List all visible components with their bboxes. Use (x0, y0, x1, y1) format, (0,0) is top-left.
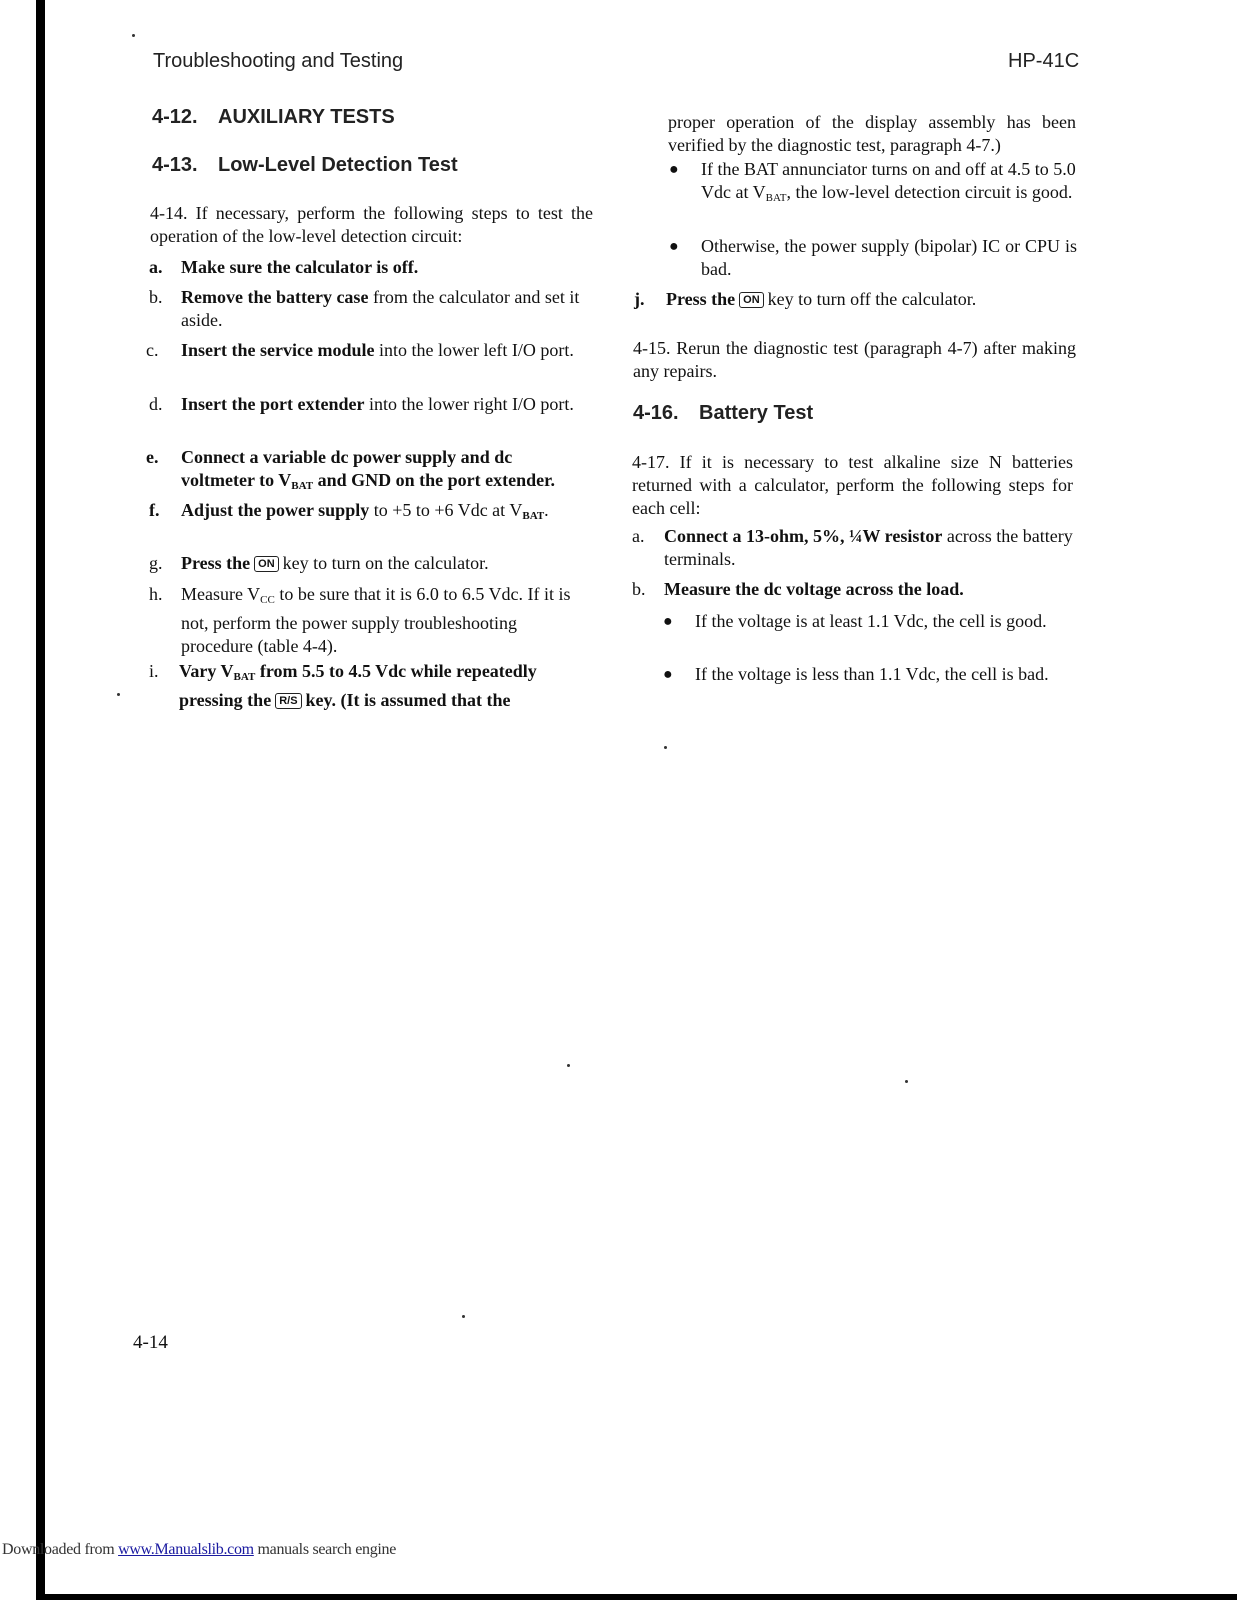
section-heading-4-12: 4-12. AUXILIARY TESTS (152, 106, 395, 128)
scan-speck (567, 1064, 570, 1067)
bullet-icon: ● (663, 666, 673, 683)
bullet-icon: ● (669, 161, 679, 178)
section-heading-4-13: 4-13. Low-Level Detection Test (152, 154, 458, 176)
on-key-icon: ON (739, 292, 764, 308)
scan-speck (664, 746, 667, 749)
run-stop-key-icon: R/S (275, 693, 301, 709)
bullet-icon: ● (669, 238, 679, 255)
running-header-right: HP-41C (1008, 50, 1080, 72)
bottom-rule (36, 1594, 1237, 1600)
section-heading-4-16: 4-16. Battery Test (633, 402, 814, 424)
scan-speck (132, 34, 135, 37)
scan-speck (905, 1080, 908, 1083)
scan-speck (117, 693, 120, 696)
binding-edge (36, 0, 45, 1600)
page-number: 4-14 (133, 1332, 168, 1353)
paragraph-4-15: 4-15. Rerun the diagnostic test (paragraph 4-7) after making any repairs. (633, 338, 1076, 381)
paragraph-4-17: 4-17. If it is necessary to test alkaline size N batteries returned with a calculator, perform the following steps for each cell: (632, 452, 1073, 518)
scan-speck (462, 1315, 465, 1318)
bullet-icon: ● (663, 613, 673, 630)
step-i-continuation: proper operation of the display assembly has been verified by the diagnostic test, paragraph 4-7.) (668, 112, 1076, 155)
paragraph-4-14: 4-14. If necessary, perform the following steps to test the operation of the low-level detection circuit: (150, 203, 593, 246)
on-key-icon: ON (254, 556, 279, 572)
running-header-left: Troubleshooting and Testing (153, 50, 404, 72)
footer-download-note: Downloaded from www.Manualslib.com manuals search engine (2, 1541, 397, 1558)
manualslib-link[interactable]: www.Manualslib.com (118, 1541, 254, 1558)
